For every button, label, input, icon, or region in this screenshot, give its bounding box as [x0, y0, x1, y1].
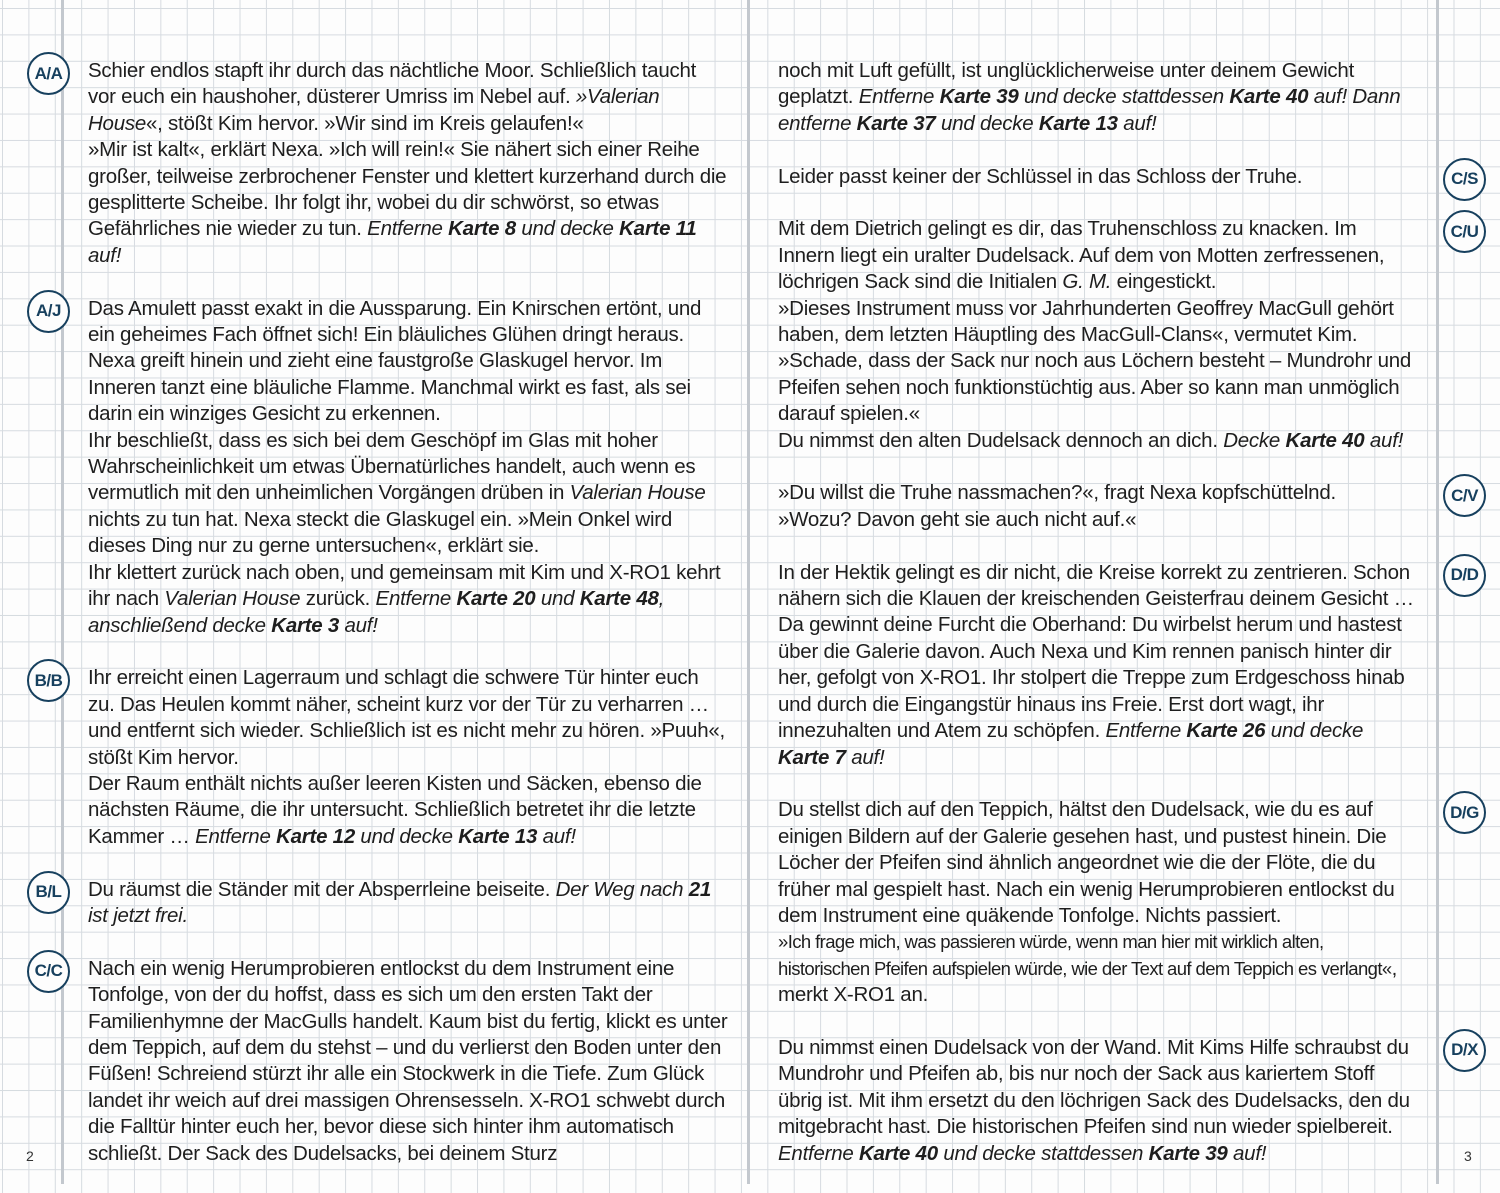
card-reference: Karte 26 [1186, 719, 1266, 743]
card-reference: Karte 20 [456, 587, 536, 611]
text-run: «, stößt Kim hervor. »Wir sind im Kreis gelaufen!« [146, 111, 584, 135]
italic-run: Valerian House [569, 481, 706, 505]
entry-code-badge: B/L [27, 871, 70, 914]
entry-paragraph [88, 137, 728, 269]
text-run: Du nimmst einen Dudelsack von der Wand. Mit Kims Hilfe schraubst du Mundrohr und Pfeifen ab, bis nur noch der Sack aus kariertem Stoff übrig ist. Mit ihm ersetzt du den löchrigen Sack des Dudelsacks, den du mitgebracht hast. Die historischen Pfeifen sind nun wieder spielbereit. [778, 1035, 1410, 1139]
entry-paragraph [778, 348, 1418, 427]
entry-d-d [778, 560, 1479, 771]
entry-paragraph [88, 771, 728, 850]
text-run: Du räumst die Ständer mit der Absperrleine beiseite. [88, 877, 556, 901]
text-run: Du stellst dich auf den Teppich, hältst den Dudelsack, wie du es auf einigen Bildern auf der Galerie gesehen hast, und pustest hinein. Die Löcher der Pfeifen sind ähnlich angeordnet wie die der Flöte, die du früher mal gespielt hast. Nach ein wenig Herumprobieren entlockst du dem Instrument eine quäkende Tonfolge. Nichts passiert. [778, 798, 1395, 927]
entry-paragraph [778, 929, 1418, 1008]
text-run: Schier endlos stapft ihr durch das nächtliche Moor. Schließlich taucht vor euch ein haushoher, düsterer Umriss im Nebel auf. [88, 59, 697, 109]
entry-c-v [778, 480, 1478, 533]
italic-run: Der Weg nach [555, 877, 689, 901]
italic-run: Valerian House [164, 587, 301, 611]
italic-run: , anschließend decke [88, 587, 665, 637]
italic-run: und decke stattdessen [937, 1141, 1149, 1165]
text-run: Mit dem Dietrich gelingt es dir, das Truhenschloss zu knacken. Im Innern liegt ein uralter Dudelsack. Auf dem von Motten zerfressenen, löchrigen Sack sind die Initialen [778, 217, 1385, 294]
card-reference: Karte 7 [778, 745, 846, 769]
text-run: nichts zu tun hat. Nexa steckt die Glaskugel ein. »Mein Onkel wird dieses Ding nur zu gerne untersuchen«, erklärt sie. [88, 507, 672, 558]
entry-b-l [35, 877, 728, 930]
italic-run: und decke [1265, 719, 1364, 743]
entry-code-badge: D/X [1443, 1029, 1486, 1072]
entry-paragraph [88, 58, 728, 137]
text-run: In der Hektik gelingt es dir nicht, die Kreise korrekt zu zentrieren. Schon nähern sich die Klauen der kreischenden Geisterfrau deinem Gesicht … Da gewinnt deine Furcht die Oberhand: Du wirbelst herum und hastest über die Galerie davon. Auch Nexa und Kim rennen panisch hinter dir her, gefolgt von X-RO1. Ihr stolpert die Treppe zum Erdgeschoss hinab und durch die Eingangstür hinaus ins Freie. Erst dort wagt, ihr innezuhalten und Atem zu schöpfen. [778, 560, 1414, 743]
entry-a-a [34, 58, 728, 269]
entry-code-badge: A/A [27, 52, 70, 95]
italic-run: auf! [1117, 111, 1157, 135]
entry-paragraph [778, 797, 1418, 929]
text-run: »Dieses Instrument muss vor Jahrhunderten Geoffrey MacGull gehört haben, dem letzten Häuptling des MacGull-Clans«, vermutet Kim. [778, 296, 1394, 347]
italic-run: und [535, 587, 580, 611]
text-run: noch mit Luft gefüllt, ist unglücklicherweise unter deinem Gewicht geplatzt. [778, 59, 1355, 109]
text-run: Ihr erreicht einen Lagerraum und schlagt die schwere Tür hinter euch zu. Das Heulen kommt näher, scheint kurz vor der Tür zu verharren … und entfernt sich wieder. Schließlich ist es nicht mehr zu hören. »Puuh«, stößt Kim hervor. [88, 666, 725, 769]
card-reference: Karte 3 [271, 613, 340, 637]
text-run: Du nimmst den alten Dudelsack dennoch an dich. [778, 428, 1224, 452]
entry-paragraph [88, 560, 728, 639]
italic-run: G. M. [1062, 270, 1112, 294]
text-run: Das Amulett passt exakt in die Aussparung. Ein Knirschen ertönt, und ein geheimes Fach öffnet sich! Ein bläuliches Glühen dringt heraus. Nexa greift hinein und zieht eine faustgroße Glaskugel hervor. Im Inneren tanzt eine bläuliche Flamme. Manchmal wirkt es fast, als sei darin ein winziges Gesicht zu erkennen. [88, 296, 702, 426]
text-run: Leider passt keiner der Schlüssel in das Schloss der Truhe. [778, 164, 1303, 188]
text-run: Ihr beschließt, dass es sich bei dem Geschöpf im Glas mit hoher Wahrscheinlichkeit um etwas Übernatürliches handelt, auch wenn es vermutlich mit den unheimlichen Vorgängen drüben in [88, 428, 696, 505]
italic-run: ist jetzt frei. [88, 903, 188, 927]
text-run: Nach ein wenig Herumprobieren entlockst du dem Instrument eine Tonfolge, von der du hoffst, dass es sich um den ersten Takt der Familienhymne der MacGulls handelt. Kaum bist du fertig, klickt es unter dem Teppich, auf dem du stehst – und du verlierst den Boden unter den Füßen! Schreiend stürzt ihr alle ein Stockwerk in die Tiefe. Zum Glück landet ihr weich auf drei massigen Ohrensesseln. X-RO1 schwebt durch die Falltür hinter euch her, bevor diese sich hinter ihm automatisch schließt. Der Sack des Dudelsacks, bei deinem Sturz [88, 956, 728, 1165]
entry-b-b [34, 665, 728, 850]
entry-c-c [34, 956, 728, 1167]
entry-paragraph [778, 296, 1418, 349]
entry-paragraph [778, 480, 1418, 506]
italic-run: Entferne [778, 1141, 859, 1165]
entry-code-badge: C/V [1443, 474, 1486, 517]
italic-run: und decke [354, 824, 459, 848]
right-page-column [778, 58, 1479, 1193]
entry-paragraph [778, 1035, 1418, 1167]
entry-paragraph [88, 428, 728, 560]
italic-run: Decke [1223, 428, 1286, 452]
entry-paragraph [88, 956, 728, 1167]
entry-continued [778, 58, 1418, 137]
card-reference: Karte 13 [458, 824, 538, 848]
italic-run: auf! [1364, 428, 1404, 452]
entry-paragraph [778, 428, 1418, 454]
quote-run: »Ich frage mich, was passieren würde, wenn man hier mit wirklich alten, historischen Pfeifen aufspielen würde, wie der Text auf dem Teppich es verlangt« [778, 931, 1392, 979]
card-reference: Karte 39 [939, 85, 1019, 109]
entry-code-badge: B/B [27, 659, 70, 702]
entry-paragraph [88, 877, 728, 930]
card-reference: Karte 40 [1229, 85, 1309, 109]
text-run: Ihr klettert zurück nach oben, und gemeinsam mit Kim und X-RO1 kehrt ihr nach [88, 560, 721, 611]
entry-code-badge: C/S [1443, 158, 1486, 201]
entry-d-g [778, 797, 1479, 1008]
text-run: »Schade, dass der Sack nur noch aus Löchern besteht – Mundrohr und Pfeifen sehen noch funktionstüchtig aus. Aber so kann man unmöglich darauf spielen.« [778, 349, 1412, 426]
entry-code-badge: D/G [1443, 791, 1486, 834]
italic-run: Entferne [367, 217, 449, 241]
italic-run: auf! [339, 613, 378, 637]
card-reference: 21 [688, 877, 712, 901]
entry-paragraph [778, 560, 1418, 771]
card-reference: Karte 37 [856, 111, 936, 135]
entry-paragraph [778, 216, 1418, 295]
page-number-right: 3 [1464, 1148, 1472, 1164]
italic-run: Entferne [375, 587, 457, 611]
entry-paragraph [778, 507, 1418, 533]
text-run: , merkt X-RO1 an. [778, 956, 1398, 1007]
left-page-column [34, 58, 728, 1193]
entry-d-x [778, 1035, 1478, 1167]
entry-code-badge: C/U [1443, 210, 1486, 253]
left-margin-line [61, 0, 64, 1184]
italic-run: auf! [1227, 1141, 1267, 1165]
entry-c-s [778, 164, 1478, 190]
card-reference: Karte 8 [448, 217, 516, 241]
text-run: »Du willst die Truhe nassmachen?«, fragt Nexa kopfschüttelnd. [778, 481, 1336, 505]
italic-run: auf! [537, 824, 576, 848]
entry-paragraph [88, 665, 728, 771]
entry-c-u [778, 216, 1479, 454]
italic-run: und decke [935, 111, 1039, 135]
card-reference: Karte 40 [1285, 428, 1365, 452]
entry-code-badge: C/C [27, 950, 70, 993]
italic-run: Entferne [858, 85, 940, 109]
center-fold-line [747, 0, 750, 1184]
italic-run: und decke [515, 217, 620, 241]
italic-run: Entferne [195, 824, 277, 848]
italic-run: auf! [88, 243, 122, 267]
entry-paragraph [778, 164, 1418, 190]
right-margin-line [1436, 0, 1439, 1184]
text-run: zurück. [300, 587, 376, 611]
entry-code-badge: A/J [27, 290, 70, 333]
text-run: »Wozu? Davon geht sie auch nicht auf.« [778, 507, 1137, 531]
card-reference: Karte 40 [858, 1141, 938, 1165]
italic-run: Entferne [1105, 719, 1187, 743]
entry-paragraph [88, 296, 728, 428]
card-reference: Karte 12 [276, 824, 355, 848]
card-reference: Karte 39 [1148, 1141, 1228, 1165]
text-run: Der Raum enthält nichts außer leeren Kisten und Säcken, ebenso die nächsten Räume, die ihr untersucht. Schließlich betretet ihr die letzte Kammer … [88, 771, 702, 848]
card-reference: Karte 13 [1038, 111, 1118, 135]
italic-run: auf! [845, 745, 885, 769]
entry-paragraph [778, 58, 1418, 137]
italic-run: auf! Dann entferne [778, 85, 1401, 135]
card-reference: Karte 48 [579, 587, 659, 611]
entry-a-j [36, 296, 728, 639]
text-run: »Mir ist kalt«, erklärt Nexa. »Ich will rein!« Sie nähert sich einer Reihe großer, teilweise zerbrochener Fenster und klettert kurzerhand durch die gesplitterte Scheibe. Ihr folgt ihr, wobei du dir schwörst, so etwas Gefährliches nie wieder zu tun. [88, 138, 727, 241]
text-run: eingestickt. [1111, 270, 1217, 294]
card-reference: Karte 11 [619, 217, 697, 241]
entry-code-badge: D/D [1443, 554, 1486, 597]
italic-run: und decke stattdessen [1018, 85, 1230, 109]
page-number-left: 2 [26, 1148, 34, 1164]
italic-run: »Valerian House [88, 85, 660, 135]
